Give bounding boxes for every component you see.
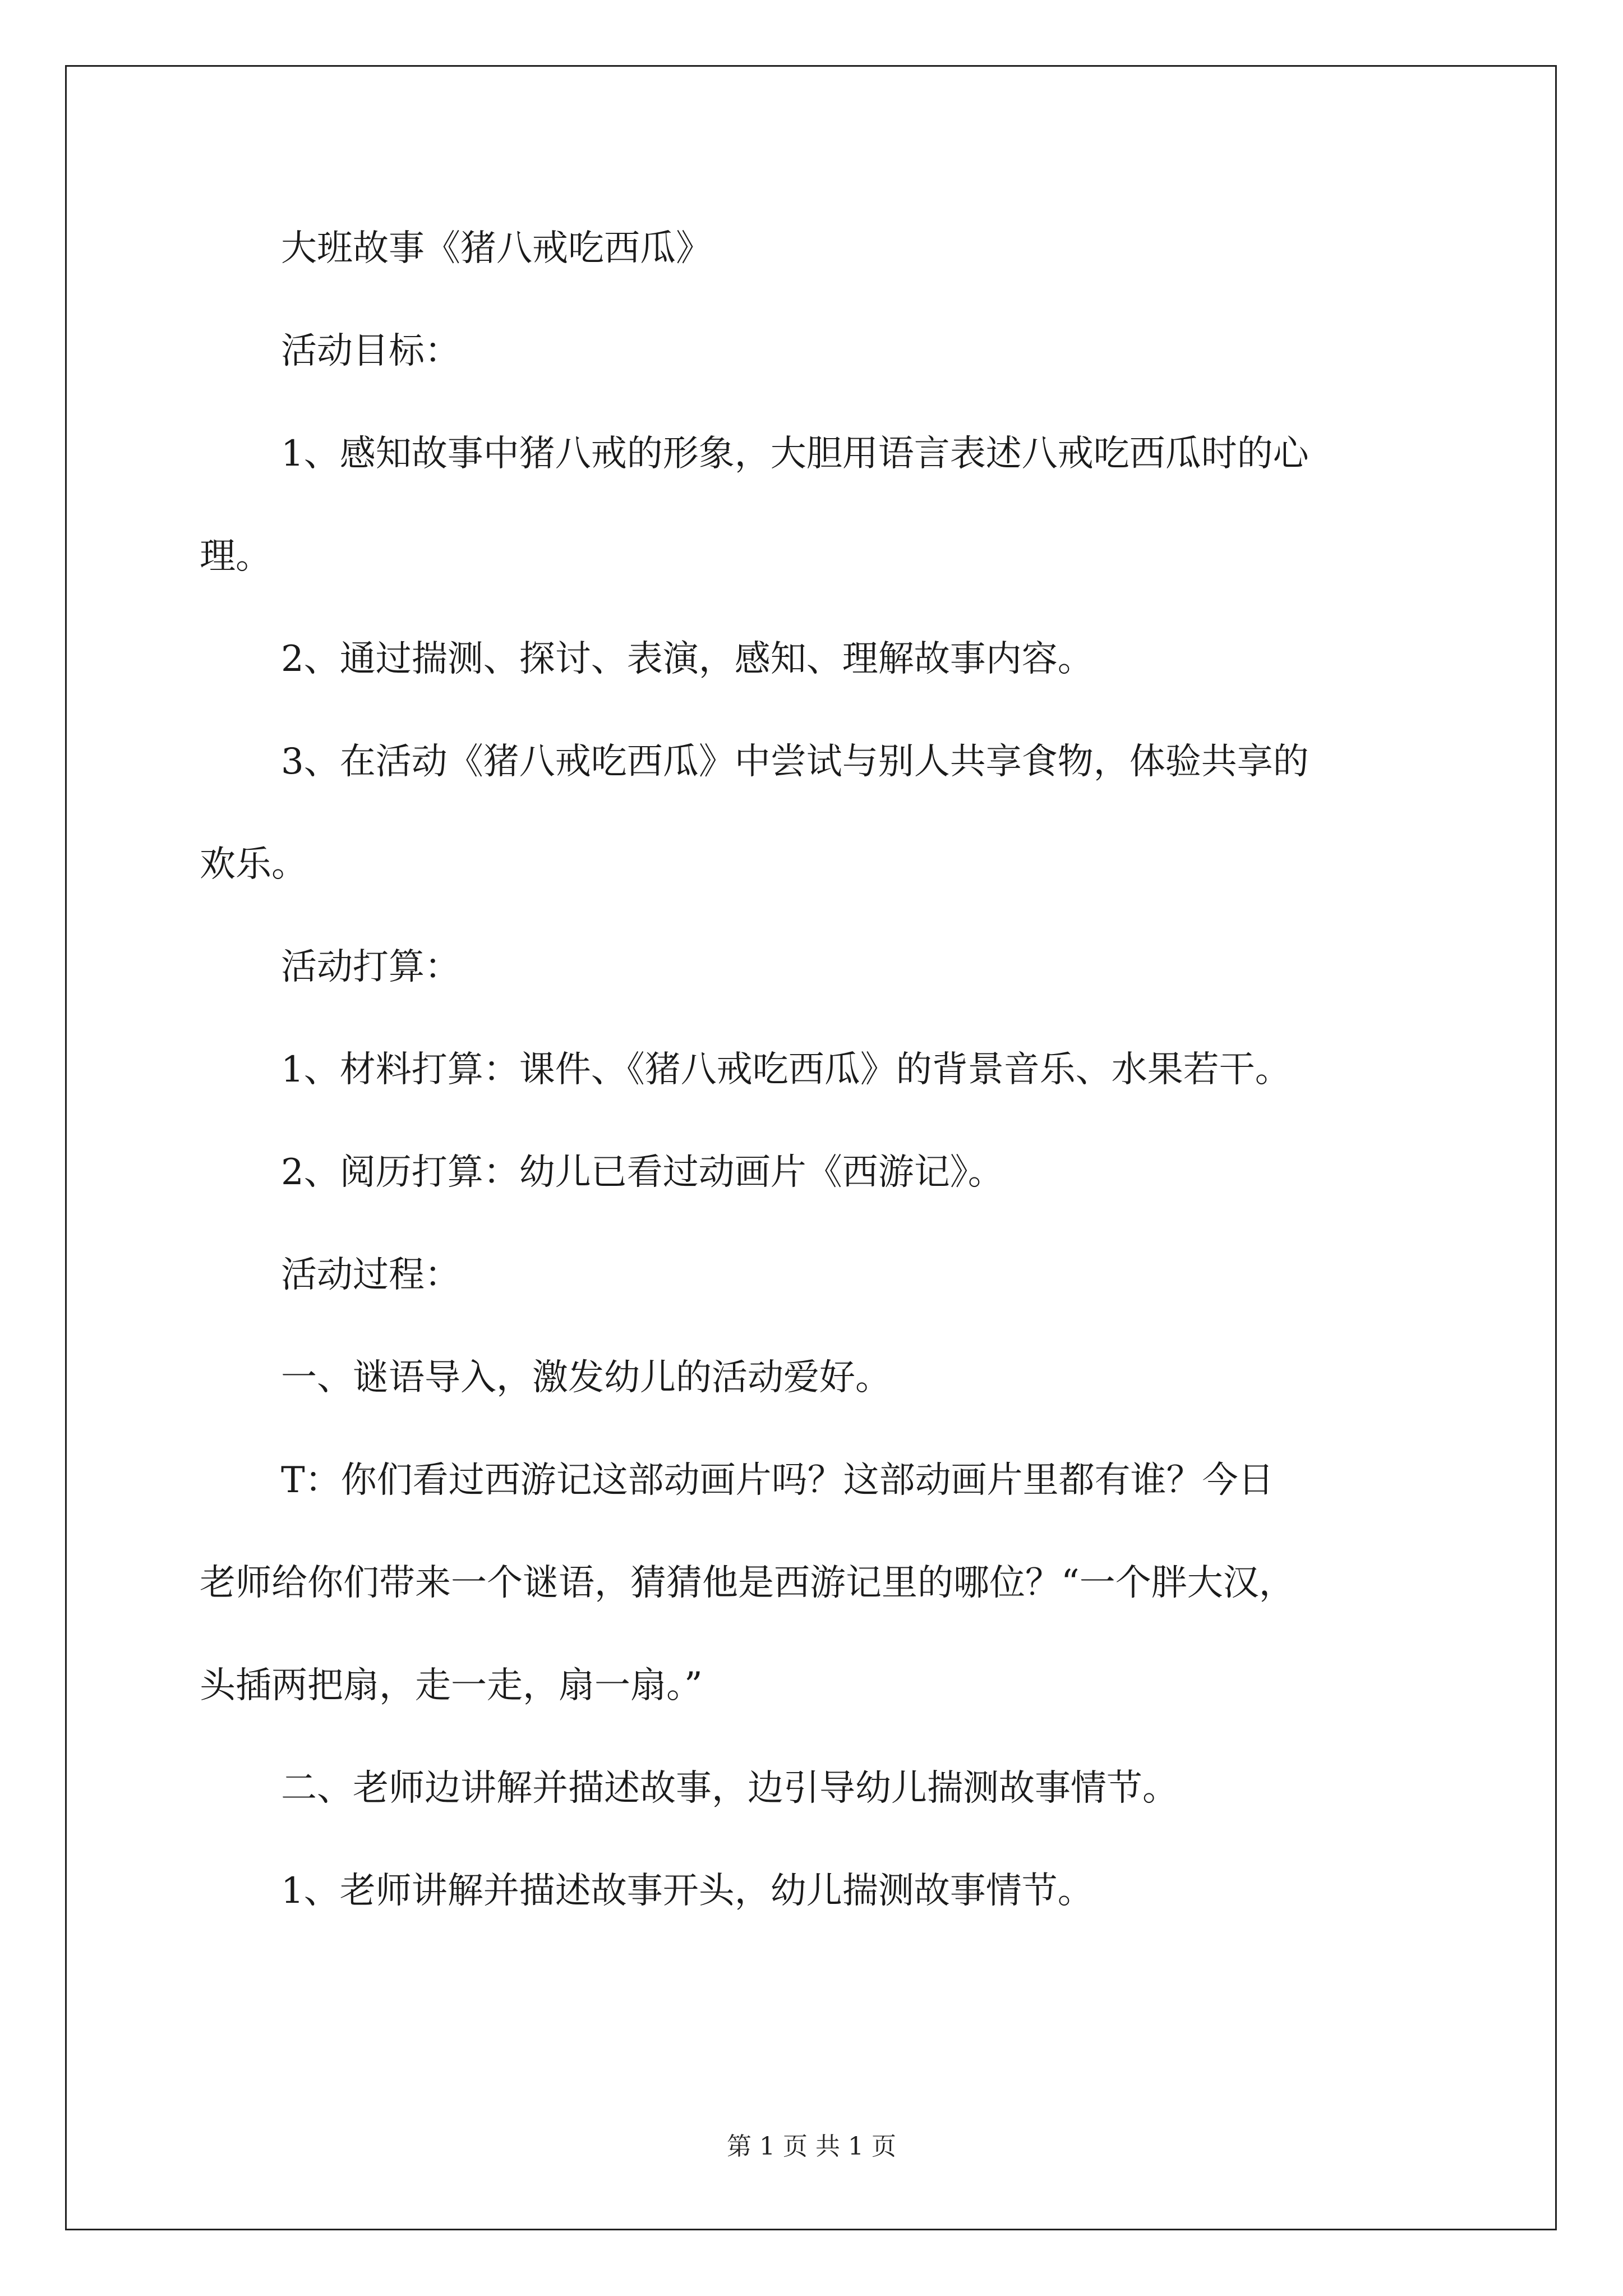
paragraph-line: 理。 <box>200 536 271 577</box>
paragraph-line: 1、感知故事中猪八戒的形象，大胆用语言表述八戒吃西瓜时的心 <box>281 433 1309 475</box>
paragraph-goal-2: 2、通过揣测、探讨、表演，感知、理解故事内容。 <box>281 638 1094 680</box>
paragraph-line: 老师给你们带来一个谜语，猜猜他是西游记里的哪位？“一个胖大汉， <box>200 1562 1295 1604</box>
paragraph-teacher-dialogue <box>200 1455 1439 1711</box>
document-body <box>200 223 1439 1968</box>
paragraph-prep-1: 1、材料打算：课件、《猪八戒吃西瓜》的背景音乐、水果若干。 <box>281 1049 1291 1091</box>
paragraph-step-2-1: 1、老师讲解并描述故事开头，幼儿揣测故事情节。 <box>281 1870 1094 1912</box>
paragraph-line: 欢乐。 <box>200 844 307 885</box>
document-title: 大班故事《猪八戒吃西瓜》 <box>281 228 712 269</box>
section-heading-goals: 活动目标： <box>281 330 460 372</box>
paragraph-goal-1 <box>200 429 1439 582</box>
paragraph-step-2: 二、老师边讲解并描述故事，边引导幼儿揣测故事情节。 <box>281 1768 1178 1809</box>
paragraph-goal-3 <box>200 737 1439 890</box>
section-heading-preparation: 活动打算： <box>281 946 460 988</box>
paragraph-line: 头插两把扇，走一走，扇一扇。” <box>200 1665 703 1706</box>
paragraph-line: T：你们看过西游记这部动画片吗？这部动画片里都有谁？今日 <box>281 1460 1274 1501</box>
paragraph-step-1: 一、谜语导入，激发幼儿的活动爱好。 <box>281 1357 891 1398</box>
page-number-footer: 第 1 页 共 1 页 <box>727 2132 896 2161</box>
paragraph-line: 3、在活动《猪八戒吃西瓜》中尝试与别人共享食物，体验共享的 <box>281 741 1309 783</box>
paragraph-prep-2: 2、阅历打算：幼儿已看过动画片《西游记》。 <box>281 1152 1004 1193</box>
section-heading-process: 活动过程： <box>281 1254 460 1296</box>
